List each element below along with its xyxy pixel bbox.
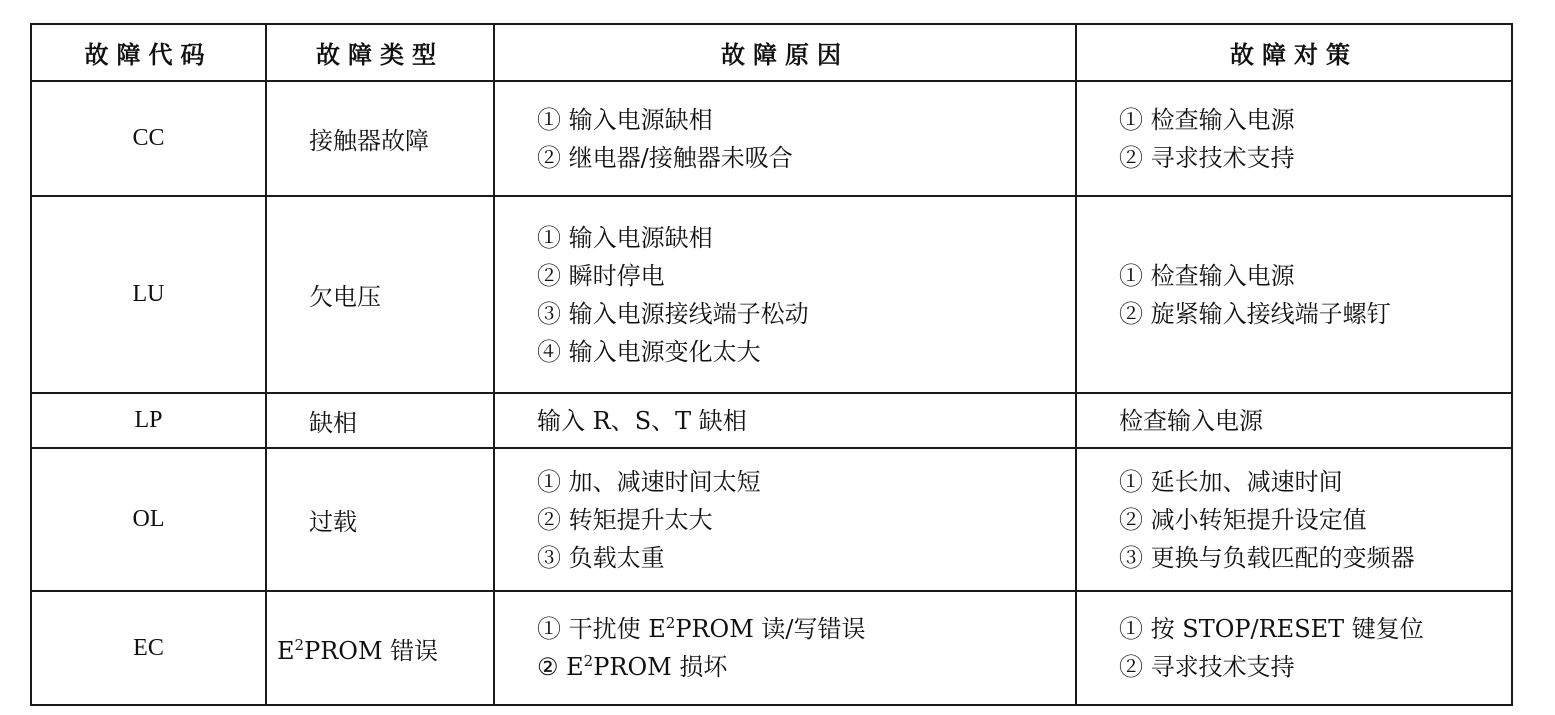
measure-item: ① 检查输入电源 [1119,261,1295,290]
cause-item [537,610,1075,648]
measure-item: ① 按 STOP/RESET 键复位 [1119,615,1424,643]
fault-type: 接触器故障 [266,81,494,196]
cause-item [537,648,1075,686]
cause-item: ④ 输入电源变化太大 [537,337,761,366]
measure-item: ② 寻求技术支持 [1119,653,1295,681]
cause-pre: ② E [537,653,584,681]
header-row [31,24,1512,81]
table-row [31,393,1512,448]
fault-measures [1076,196,1512,393]
fault-code: LP [31,393,266,448]
measure-item: ② 减小转矩提升设定值 [1119,505,1367,534]
fault-causes [494,81,1076,196]
fault-type: 过载 [266,448,494,591]
fault-measures [1076,81,1512,196]
cause-item: ③ 负载太重 [537,543,665,572]
fault-causes [494,448,1076,591]
measure-item: ② 旋紧输入接线端子螺钉 [1119,299,1391,328]
measure-item: 检查输入电源 [1119,406,1263,435]
cause-item: ② 瞬时停电 [537,261,665,290]
fault-code: OL [31,448,266,591]
table-row [31,81,1512,196]
measure-item: ③ 更换与负载匹配的变频器 [1119,543,1415,572]
table-row [31,196,1512,393]
cause-item: ② 继电器/接触器未吸合 [537,143,793,172]
cause-item: 输入 R、S、T 缺相 [537,406,747,435]
fault-measures [1076,448,1512,591]
fault-type [266,591,494,705]
fault-code: LU [31,196,266,393]
fault-causes [494,393,1076,448]
fault-table [30,23,1513,706]
cause-pre: ① 干扰使 E [537,615,666,643]
cause-item: ③ 输入电源接线端子松动 [537,299,809,328]
measure-item: ① 延长加、减速时间 [1119,467,1343,496]
table-row [31,448,1512,591]
table-row [31,591,1512,705]
fault-measures [1076,393,1512,448]
cause-superscript: 2 [583,652,594,670]
fault-measures [1076,591,1512,705]
type-superscript: 2 [294,635,305,654]
measure-item: ② 寻求技术支持 [1119,143,1295,172]
fault-code: CC [31,81,266,196]
type-suffix: PROM 错误 [304,636,439,665]
cause-post: PROM 读/写错误 [675,615,866,643]
measure-item: ① 检查输入电源 [1119,105,1295,134]
fault-causes [494,591,1076,705]
cause-superscript: 2 [665,614,676,632]
cause-post: PROM 损坏 [593,653,728,681]
cause-item: ① 输入电源缺相 [537,105,713,134]
fault-type: 欠电压 [266,196,494,393]
header-measure: 故障对策 [1076,24,1512,81]
fault-code: EC [31,591,266,705]
cause-item: ① 输入电源缺相 [537,223,713,252]
header-cause: 故障原因 [494,24,1076,81]
fault-type: 缺相 [266,393,494,448]
header-type: 故障类型 [266,24,494,81]
cause-item: ② 转矩提升太大 [537,505,713,534]
fault-causes [494,196,1076,393]
cause-item: ① 加、减速时间太短 [537,467,761,496]
header-code: 故障代码 [31,24,266,81]
type-prefix: E [277,636,295,665]
